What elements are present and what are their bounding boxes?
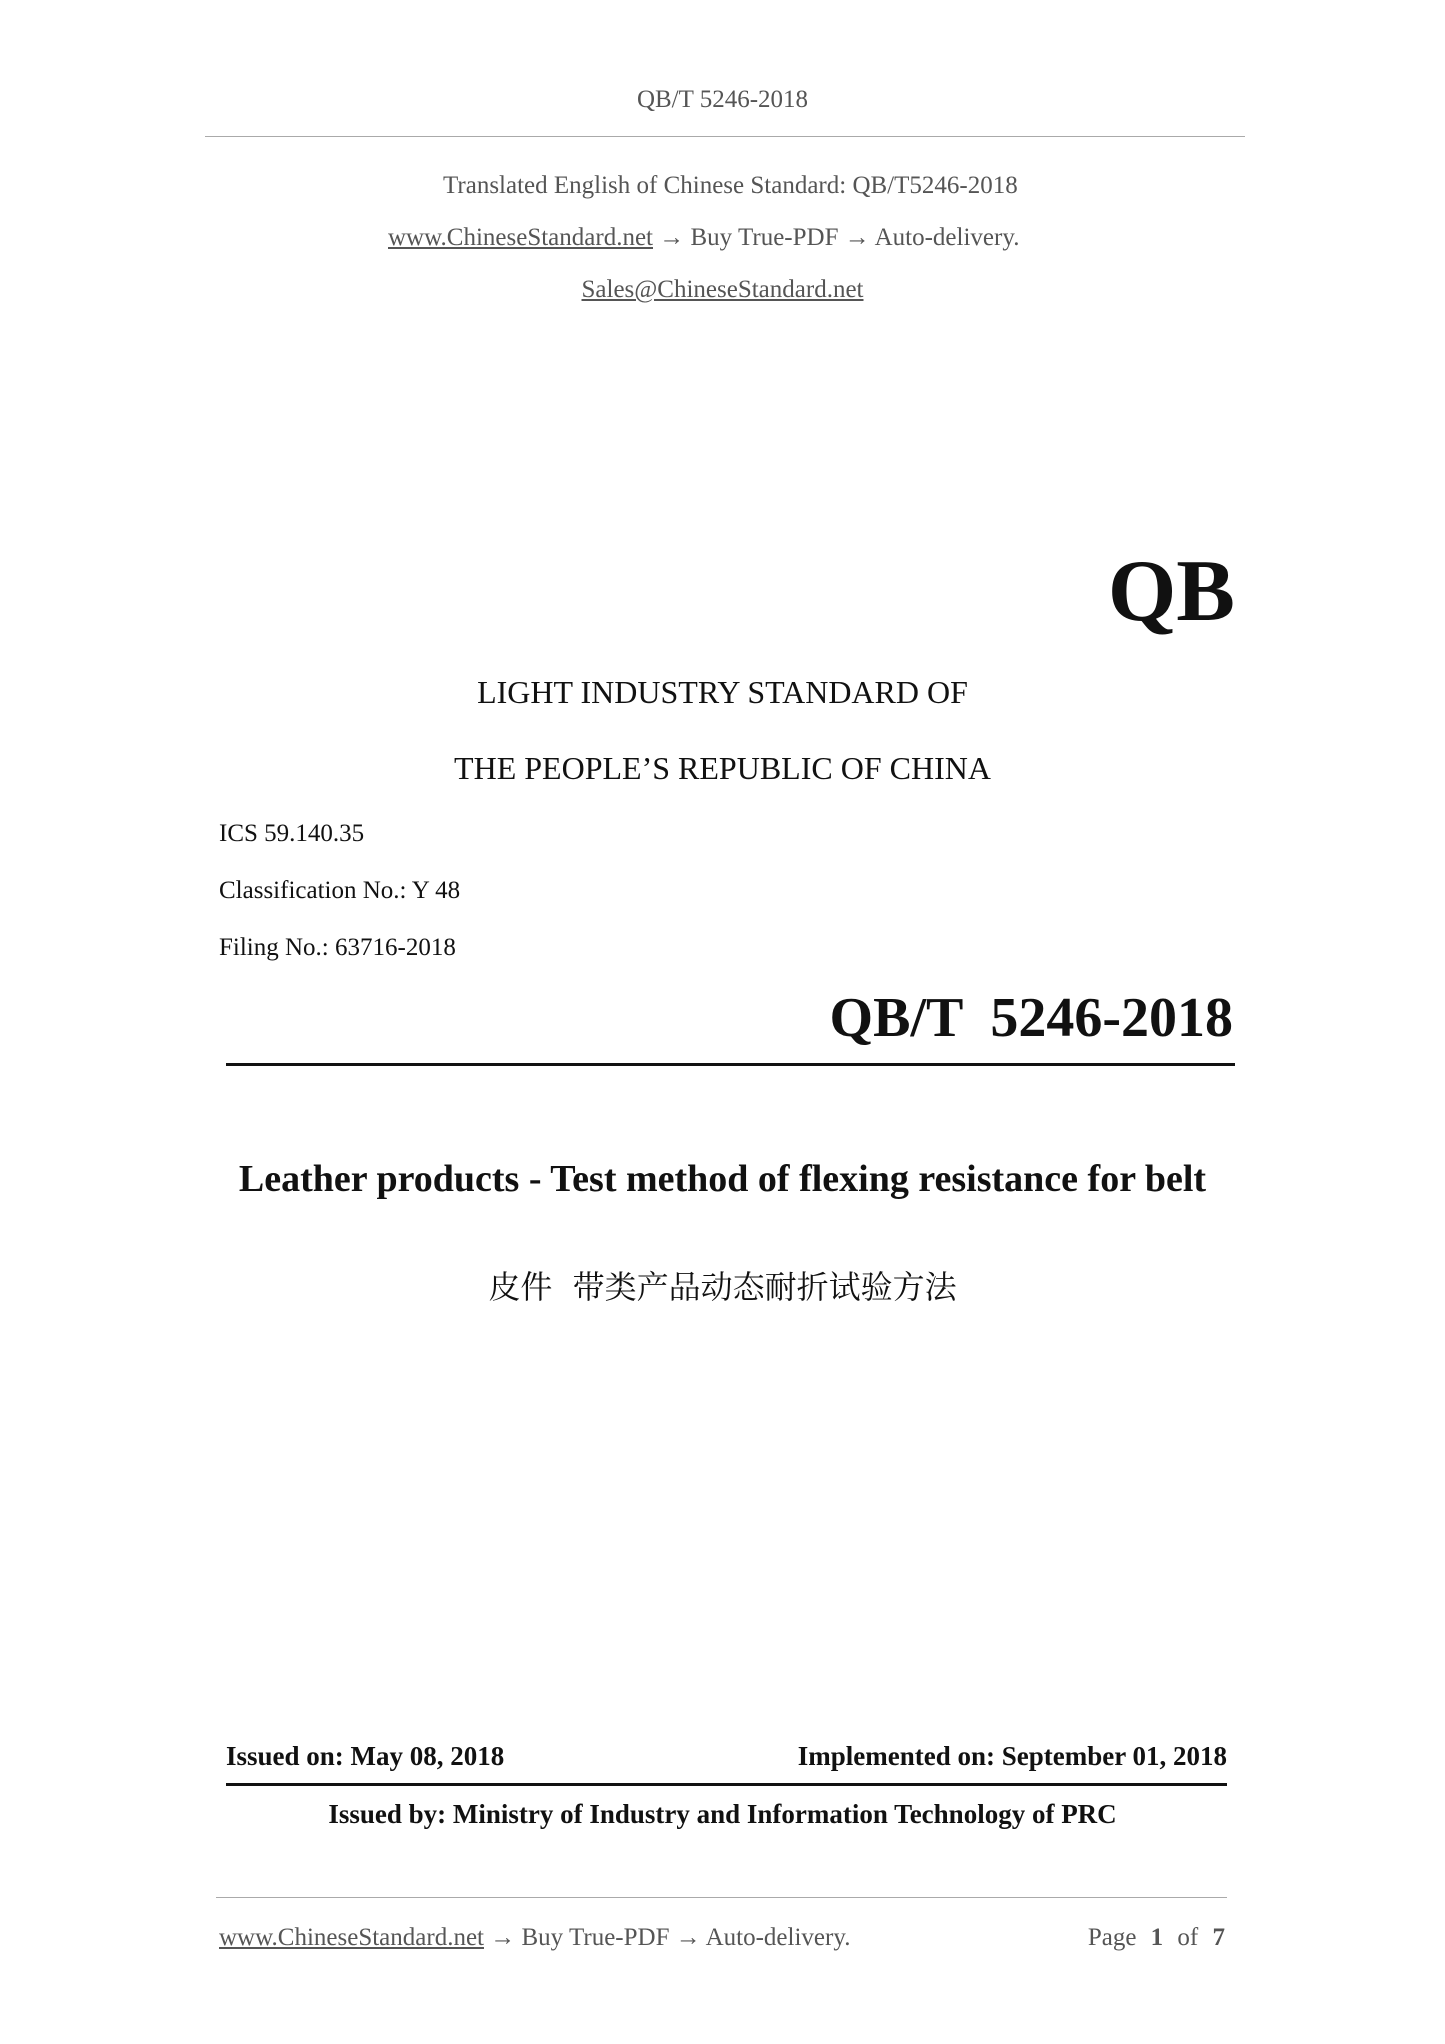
running-header: QB/T 5246-2018 <box>636 86 809 113</box>
issued-on: Issued on: May 08, 2018 <box>226 1741 505 1771</box>
buy-text: Buy True-PDF <box>690 224 839 251</box>
page-indicator <box>1088 1924 1225 1952</box>
english-title: Leather products - Test method of flexing resistance for belt <box>238 1158 1207 1200</box>
footer-delivery-text: Auto-delivery. <box>705 1924 851 1951</box>
page-of: of <box>1177 1924 1199 1951</box>
issued-by: Issued by: Ministry of Industry and Information Technology of PRC <box>328 1799 1117 1829</box>
standard-title-line2: THE PEOPLE’S REPUBLIC OF CHINA <box>454 750 991 786</box>
email-link[interactable]: Sales@ChineseStandard.net <box>581 276 864 303</box>
intro-purchase-line <box>388 224 1019 252</box>
delivery-text: Auto-delivery. <box>874 224 1020 251</box>
standard-number: QB/T 5246-2018 <box>829 987 1233 1049</box>
footer-divider <box>216 1897 1227 1898</box>
standard-number-rule <box>226 1063 1235 1066</box>
implemented-on: Implemented on: September 01, 2018 <box>797 1741 1227 1771</box>
arrow-right-icon: → <box>490 1924 516 1951</box>
footer-purchase-line <box>219 1924 850 1952</box>
site-link[interactable]: www.ChineseStandard.net <box>388 224 653 251</box>
arrow-right-icon: → <box>659 224 685 251</box>
code-mark: QB <box>1107 543 1235 640</box>
issue-rule <box>226 1783 1227 1786</box>
ics-code: ICS 59.140.35 <box>219 820 365 847</box>
arrow-right-icon: → <box>675 1924 701 1951</box>
email-line <box>0 276 1445 304</box>
page-label: Page <box>1087 1924 1137 1951</box>
footer-site-link[interactable]: www.ChineseStandard.net <box>219 1924 484 1951</box>
filing-number: Filing No.: 63716-2018 <box>219 934 456 961</box>
header-divider <box>205 136 1245 137</box>
footer-buy-text: Buy True-PDF <box>521 1924 670 1951</box>
standard-title-line1: LIGHT INDUSTRY STANDARD OF <box>477 674 968 710</box>
classification-number: Classification No.: Y 48 <box>219 877 461 904</box>
chinese-title: 皮件 带类产品动态耐折试验方法 <box>488 1268 957 1306</box>
arrow-right-icon: → <box>844 224 870 251</box>
page-current: 1 <box>1150 1924 1164 1951</box>
translation-note: Translated English of Chinese Standard: QB/T5246-2018 <box>443 172 1018 199</box>
page-total: 7 <box>1212 1924 1225 1951</box>
